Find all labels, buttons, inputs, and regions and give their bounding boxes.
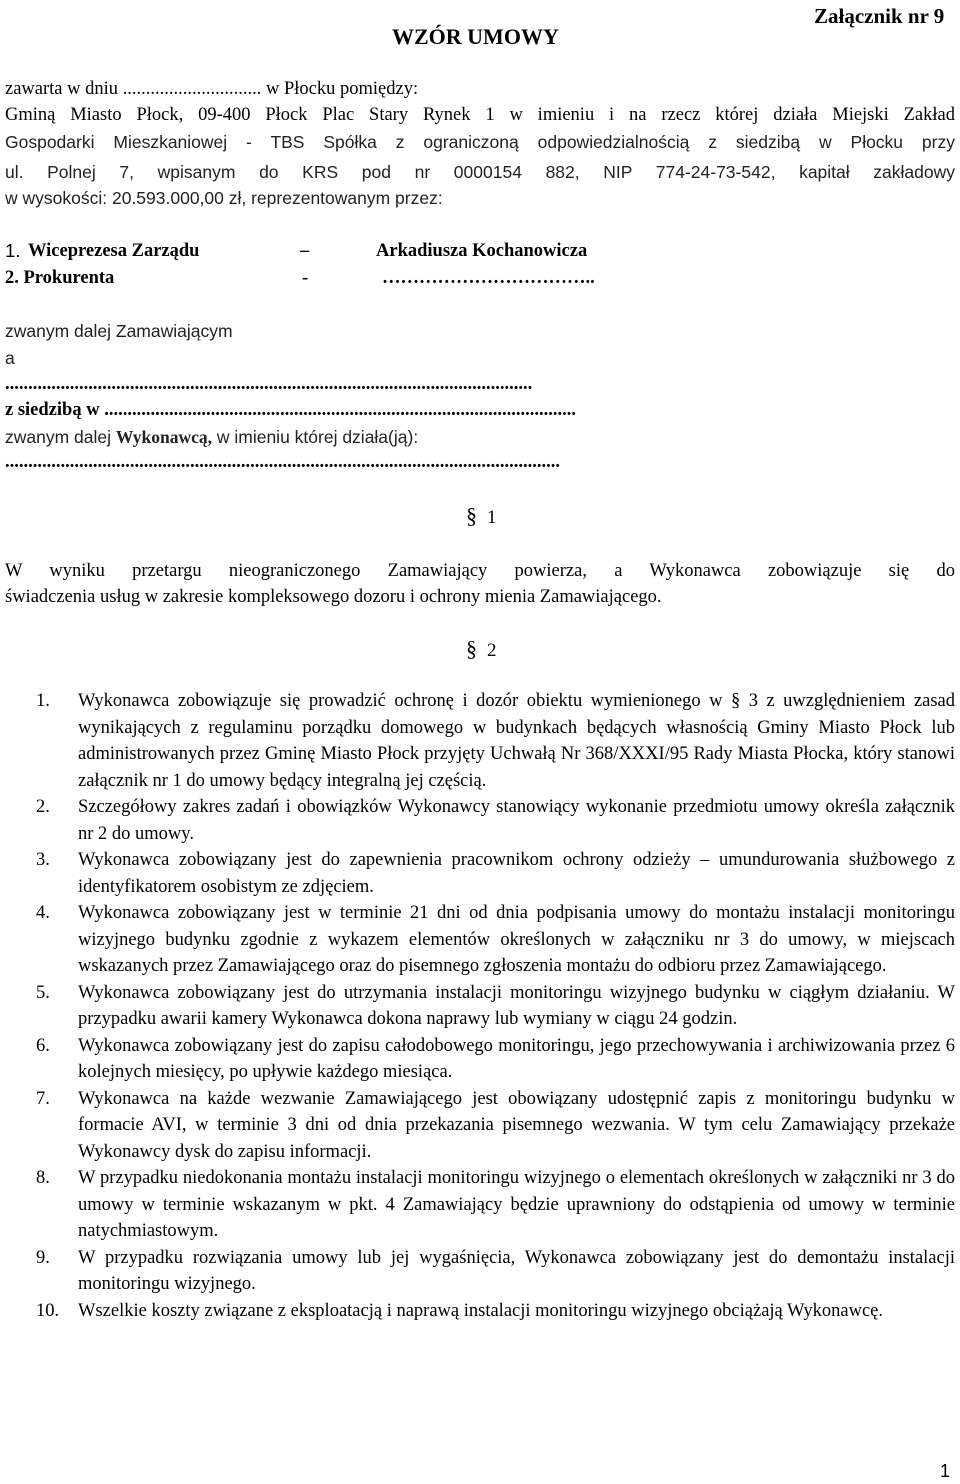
contractor-representative-dots: ........................................................................................................................ xyxy=(5,452,560,472)
list-item xyxy=(0,1245,960,1298)
item-text: Wykonawca zobowiązany jest w terminie 21 dni od dnia podpisania umowy do montażu instalacji monitoringu wizyjnego budynku zgodnie z wykazem elementów określonych w załączniku nr 3 do umowy, w miejscach wskazanych przez Zamawiającego oraz do pisemnego zgłoszenia montażu do odbioru przez Zamawiającego. xyxy=(78,903,955,976)
list-item xyxy=(0,1298,960,1325)
item-text: W przypadku rozwiązania umowy lub jej wygaśnięcia, Wykonawca zobowiązany jest do demontażu instalacji monitoringu wizyjnego. xyxy=(78,1247,955,1294)
intro-line-3: Gospodarki Mieszkaniowej - TBS Spółka z ograniczoną odpowiedzialnością z siedzibą w Płocku przy xyxy=(5,132,955,152)
item-number: 10. xyxy=(36,1300,60,1321)
document-title: WZÓR UMOWY xyxy=(392,24,559,49)
item-number: 4. xyxy=(36,903,50,923)
item-text: Wykonawca zobowiązuje się prowadzić ochronę i dozór obiektu wymienionego w § 3 z uwzględnieniem zasad wynikających z regulaminu porządku domowego w budynkach będących własnością Gminy Miasto Płock lub administrowanych przez Gminę Miasto Płock przyjęty Uchwałą Nr 368/XXXI/95 Rady Miasta Płocka, który stanowi załącznik nr 1 do umowy będący integralną jej częścią. xyxy=(78,691,955,791)
list-item xyxy=(0,980,960,1033)
item-text: Wykonawca zobowiązany jest do zapewnienia pracownikom ochrony odzieży – umundurowania służbowego z identyfikatorem osobistym ze zdjęciem. xyxy=(78,850,955,897)
representative-separator: – xyxy=(300,241,310,261)
contractor-name-placeholder: .................................................................................................................. xyxy=(5,374,533,394)
representative-role: Wiceprezesa Zarządu xyxy=(28,241,200,261)
item-number: 2. xyxy=(36,797,50,817)
page-number: 1 xyxy=(939,1461,950,1481)
contractor-label: zwanym dalej Wykonawcą, w imieniu której działa(ją): xyxy=(5,427,419,447)
representative-name: Arkadiusza Kochanowicza xyxy=(376,241,588,261)
intro-line-1: zawarta w dniu .............................. w Płocku pomiędzy: xyxy=(5,79,419,99)
representative-name: …………………………….. xyxy=(382,268,595,288)
item-number: 9. xyxy=(36,1247,50,1268)
item-text: Szczegółowy zakres zadań i obowiązków Wykonawcy stanowiący wykonanie przedmiotu umowy określa załącznik nr 2 do umowy. xyxy=(78,797,955,844)
list-item xyxy=(0,794,960,847)
seat-prefix: z siedzibą w xyxy=(5,400,100,420)
and-connector: a xyxy=(5,348,15,368)
list-item xyxy=(0,1033,960,1086)
contractor-term: Wykonawcą, xyxy=(115,427,212,447)
item-number: 5. xyxy=(36,982,50,1003)
item-text: Wszelkie koszty związane z eksploatacją i naprawą instalacji monitoringu wizyjnego obciążają Wykonawcę. xyxy=(78,1300,884,1321)
item-number: 1. xyxy=(36,691,50,711)
intro-line-4: ul. Polnej 7, wpisanym do KRS pod nr 0000154 882, NIP 774-24-73-542, kapitał zakładowy xyxy=(5,162,955,182)
list-item xyxy=(0,688,960,794)
section-number: 1 xyxy=(487,507,497,528)
item-number: 6. xyxy=(36,1035,50,1056)
section-1-line-1: W wyniku przetargu nieograniczonego Zamawiający powierza, a Wykonawca zobowiązuje się do xyxy=(5,561,955,581)
list-item xyxy=(0,1165,960,1245)
list-item xyxy=(0,900,960,980)
contractor-seat xyxy=(5,397,912,423)
representative-role: 2. Prokurenta xyxy=(5,268,115,288)
annex-label: Załącznik nr 9 xyxy=(814,4,945,28)
item-text: Wykonawca na każde wezwanie Zamawiającego jest obowiązany udostępnić zapis z monitoringu budynku w formacie AVI, w terminie 3 dni od dnia przekazania pisemnego wezwania. W tym celu Zamawiający przekaże Wykonawcy dysk do zapisu informacji. xyxy=(78,1088,955,1162)
intro-line-5: w wysokości: 20.593.000,00 zł, reprezentowanym przez: xyxy=(5,188,443,208)
section-1-line-2: świadczenia usług w zakresie kompleksowego dozoru i ochrony mienia Zamawiającego. xyxy=(5,587,662,607)
list-item xyxy=(0,1086,960,1166)
item-text: Wykonawca zobowiązany jest do zapisu całodobowego monitoringu, jego przechowywania i archiwizowania przez 6 kolejnych miesięcy, po upływie każdego miesiąca. xyxy=(78,1035,955,1082)
section-2-heading xyxy=(466,636,497,662)
item-text: Wykonawca zobowiązany jest do utrzymania instalacji monitoringu wizyjnego budynku w ciągłym działaniu. W przypadku awarii kamery Wykonawca dokona naprawy lub wymiany w ciągu 24 godzin. xyxy=(78,982,955,1029)
ordering-party-label: zwanym dalej Zamawiającym xyxy=(5,321,233,341)
seat-dots: ...................................................................................................... xyxy=(104,400,576,420)
item-number: 8. xyxy=(36,1168,50,1188)
section-symbol: § xyxy=(466,636,477,661)
representative-separator: - xyxy=(302,268,309,288)
item-text: W przypadku niedokonania montażu instalacji monitoringu wizyjnego o elementach określonych w załączniki nr 3 do umowy w terminie wskazanym w pkt. 4 Zamawiający będzie uprawniony do odstąpienia od umowy w terminie natychmiastowym. xyxy=(78,1168,955,1241)
section-1-heading xyxy=(466,503,497,529)
section-2-list xyxy=(0,688,960,1324)
list-item xyxy=(0,847,960,900)
item-number: 3. xyxy=(36,850,50,870)
section-number: 2 xyxy=(487,640,497,661)
item-number: 7. xyxy=(36,1088,50,1109)
intro-line-2: Gminą Miasto Płock, 09-400 Płock Plac Stary Rynek 1 w imieniu i na rzecz której działa Miejski Zakład xyxy=(5,105,955,125)
section-symbol: § xyxy=(466,503,477,528)
